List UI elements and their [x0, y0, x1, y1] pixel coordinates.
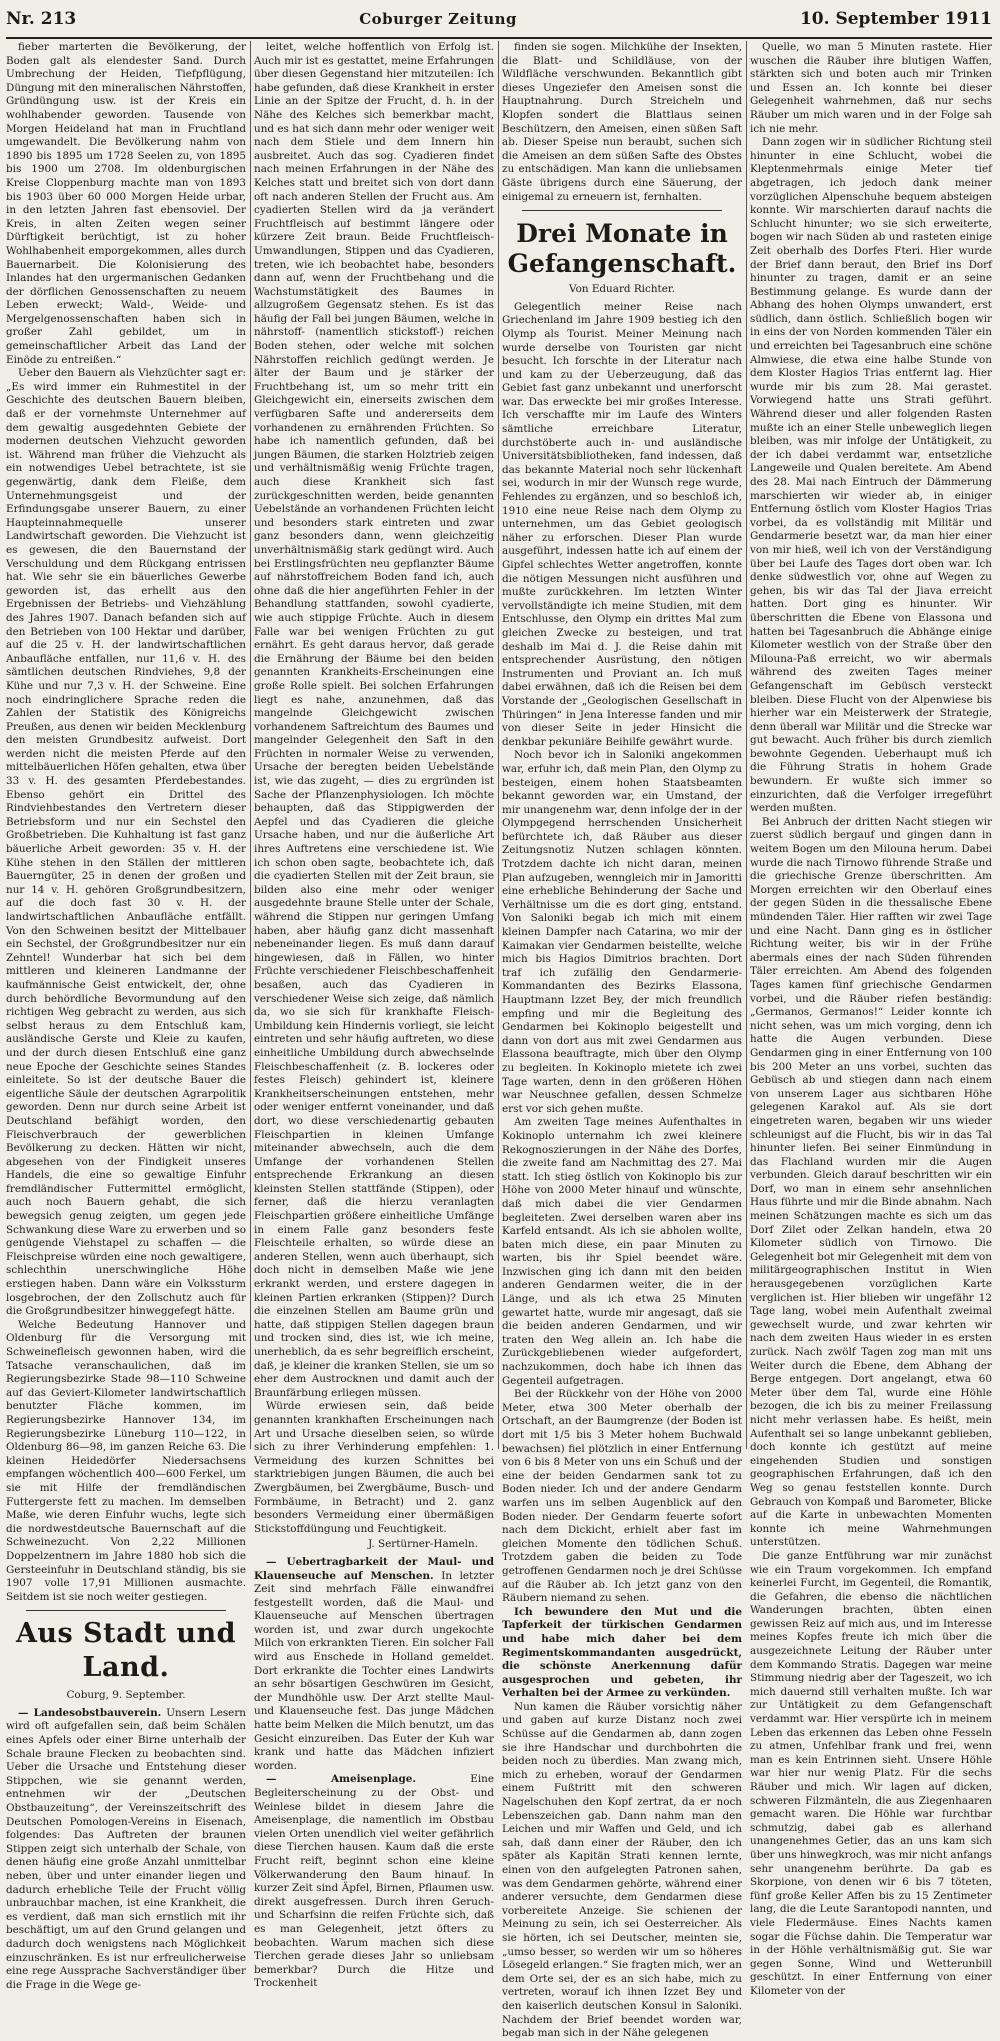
- paragraph: finden sie sogen. Milchkühe der Insekten, die Blatt- und Schildläuse, von der Wildfläche verschwunden. Bekanntlich gibt dieses Ungeziefer den Ameisen sonst die Hauptnahrung. Durch Streicheln und Klopfen sondert die Blattlaus seinen Beschützern, den Ameisen, einen süßen Saft ab. Dieser Speise nun beraubt, suchen sich die Ameisen an dem süßen Safte des Obstes zu entschädigen. Man kann die unliebsamen Gäste übrigens durch eine Säuerung, der einigemal zu erneuern ist, fernhalten.: [502, 41, 742, 203]
- paragraph: Dann zogen wir in südlicher Richtung steil hinunter in eine Schlucht, wobei die Kleptenmehrmals einige Meter tief abgetragen, ich jedoch dank meiner vorzüglichen Alpenschuhe bequem absteigen konnte. Wir marschierten darauf nachts die Schlucht hinunter; wo sie sich erweiterte, bogen wir nach Süden ab und rasteten einige Zeit oberhalb des Dorfes Fteri. Hier wurde der Brief dann beraut, den Brief ins Dorf hinunter zu tragen, damit er an seine Bestimmung gelange. Es wurde dann der Abhang des hohen Olymps unwandert, erst südlich, dann östlich. Schließlich bogen wir in eins der von Norden kommenden Täler ein und erreichten bei Tagesanbruch eine schöne Almwiese, die etwa eine halbe Stunde von dem Kloster Hagios Trias entfernt lag. Hier wurde mir bis zum 28. Mai gerastet. Vorwiegend hatte uns Strati geführt. Während dieser und aller folgenden Rasten mußte ich an einer Stelle unbeweglich liegen bleiben, was mir infolge der Untätigkeit, zu der ich dabei verdammt war, entsetzliche Langeweile und Qualen bereitete. Am Abend des 28. Mai nach Eintruch der Dämmerung marschierten wir wieder ab, in einiger Entfernung östlich vom Kloster Hagios Trias vorbei, da es vollständig mit Militär und Gendarmerie besetzt war, da man hier einer von mir hieß, weil ich von der Verständigung über bei Laufe des Tages dort oben war. Ich denke südwestlich vor, ohne auf Wegen zu gehen, bis wir das Tal der Jiava erreicht hatten. Dort ging es hinunter. Wir überschritten die Ebene von Elassona und hatten bei Tagesanbruch die Abhänge einige Kilometer westlich von der Straße über den Milouna-Paß erreicht, wo wir abermals während des zweiten Tages meiner Gefangenschaft im Gebüsch versteckt bleiben. Diese Flucht von der Alpenwiese bis hierher war ein Meisterwerk der Strategie, denn überall war Militär und die Strecke war gut bewacht. Auch früher bis durch ziemlich bewohnte Gegenden. Ueberhaupt muß ich die Führung Stratis in hohem Grade bewundern. Er wußte sich immer so einzurichten, daß die Verfolger irregeführt werden mußten.: [750, 136, 992, 815]
- news-item: [254, 1556, 494, 1774]
- column-2: [254, 41, 495, 1990]
- newspaper-title: Coburger Zeitung: [359, 10, 518, 28]
- item-text: Eine Begleiterscheinung zu der Obst- und Weinlese bildet in diesem Jahre die Ameisenplage, die namentlich im Obstbau vielen Orten unendlich viel weiter gefährlich diese Tierchen hausen. Kaum daß die erste Frucht reift, beginnt schon eine kleine Völkerwanderung den Baum hinauf. In kurzer Zeit sind Äpfel, Birnen, Pflaumen usw. direkt ausgefressen. Durch ihren Geruch- und Scharfsinn die reifen Früchte sich, daß es man Gelegenheit, jetzt öfters zu beobachten. Warum machen sich diese Tierchen gerade dieses Jahr so unliebsam bemerkbar? Durch die Hitze und Trockenheit: [254, 1773, 494, 1990]
- masthead: [6, 2, 992, 36]
- issue-number: Nr. 213: [6, 9, 77, 29]
- paragraph: Würde erwiesen sein, daß beide genannten krankhaften Erscheinungen nach Art und Ursache dieselben seien, so würde sich zu ihrer Verhinderung empfehlen: 1. Vermeidung des kurzen Schnittes bei starktriebigen jungen Bäumen, die auch bei Zwergbäumen, bei Zwergbäume, Busch- und Formbäume, in Betracht) und 2. ganz besonders Vermeidung einer übermäßigen Stickstoffdüngung und Feuchtigkeit.: [254, 1400, 494, 1535]
- article-byline: Von Eduard Richter.: [569, 283, 675, 296]
- column-rule: [746, 41, 747, 1449]
- item-heading: — Landesobstbauverein.: [18, 1706, 162, 1719]
- paragraph: Noch bevor ich in Saloniki angekommen war, erfuhr ich, daß mein Plan, den Olymp zu besteigen, einem hohen Staatsbeamten bekannt geworden war, ein Umstand, der mir unangenehm war, denn infolge der in der Olympgegend herrschenden Unsicherheit befürchtete ich, daß Räuber aus dieser Zeitungsnotiz Nutzen schlagen könnten. Trotzdem dachte ich nicht daran, meinen Plan aufzugeben, wenngleich mir in Jamoritti eine erhebliche Behinderung der Sache und Verhältnisse um die es dort ging, entstand. Von Saloniki begab ich mich mit einem kleinen Dampfer nach Catarina, wo mir der Kaimakan vier Gendarmen beistellte, welche mich bis Hagios Dimitrios brachten. Dort traf ich zufällig den Gendarmerie-Kommandanten des Bezirks Elassona, Hauptmann Izzet Bey, der mich freundlich empfing und mir die Begleitung des Gendarmen bei Kokinoplo beigestellt und dann von dort aus mit zwei Gendarmen aus Elassona beauftragte, mich über den Olymp zu begleiten. In Kokinoplo mietete ich zwei Tage warten, denn in den größeren Höhen war Neuschnee gefallen, dessen Schmelze erst vor sich gehen mußte.: [502, 749, 742, 1115]
- paragraph: Nun kamen die Räuber vorsichtig näher und gaben auf kurze Distanz noch zwei Schüsse auf die Gendarmen ab, dann zogen sie ihre Handschar und durchbohrten die beiden noch zu überdies. Man zwang mich, mich zu erheben, worauf der Gendarmen einem Fußtritt mit den schweren Nagelschuhen den Kopf zertrat, da er noch Lebenszeichen gab. Dann nahm man den Leichen und mir Waffen und Geld, und ich sah, daß dann einer der Räuber, den ich später als Kapitän Strati kennen lernte, einen von den aufgelegten Patronen sahen, was dem Gendarmen gehörte, während einer anderer versuchte, dem Gendarmen diese vorbereitete Anzeige. Sie schienen der Meinung zu sein, ich sei Oesterreicher. Als sie hörten, ich sei Deutscher, meinten sie, „umso besser, so werden wir um so höheres Lösegeld erlangen.“ Sie fragten mich, wer an dem Orte sei, der es an sich habe, mich zu vertreten, worauf ich ihnen Izzet Bey und den kaiserlich deutschen Konsul in Saloniki. Nachdem der Brief beendet worden war, begab man sich in der Nähe gelegenen: [502, 1700, 742, 2040]
- author-signature: J. Sertürner-Hameln.: [368, 1538, 478, 1551]
- paragraph: Gelegentlich meiner Reise nach Griechenland im Jahre 1909 bestieg ich den Olymp als Tourist. Meiner Meinung nach wurde derselbe von Touristen gar nicht besucht. Ich forschte in der Literatur nach und kam zu der Ueberzeugung, daß das Gebiet fast ganz unbekannt und unerforscht war. Das erweckte bei mir großes Interesse. Ich verschaffte mir im Laufe des Winters sämtliche erreichbare Literatur, durchstöberte auch in- und ausländische Universitätsbibliotheken, fand indessen, daß das bekannte Material noch sehr lückenhaft sei, wodurch in mir der Wunsch rege wurde, Fehlendes zu ergänzen, und so beschloß ich, 1910 eine neue Reise nach dem Olymp zu unternehmen, um das Gebiet geologisch näher zu erforschen. Dieser Plan wurde ausgeführt, indessen hatte ich auf einem der Gipfel schlechtes Wetter angetroffen, konnte die nötigen Messungen nicht ausführen und mußte zurückkehren. Im letzten Winter vervollständigte ich meine Studien, mit dem Entschlusse, den Olymp ein drittes Mal zum gleichen Zwecke zu besteigen, und trat deshalb im Mai d. J. die Reise dahin mit entsprechender Ausrüstung, den nötigen Instrumenten und Proviant an. Ich muß dabei erwähnen, daß ich die Reisen bei dem Vorstande der „Geologischen Gesellschaft in Thüringen“ in Jena Interesse fanden und mir von dieser Seite in jeder Hinsicht die denkbar pekuniäre Beihilfe gewährt wurde.: [502, 300, 742, 748]
- paragraph: Die ganze Entführung war mir zunächst wie ein Traum vorgekommen. Ich empfand keinerlei Furcht, im Gegenteil, die Romantik, die Gefahren, die ebenso die nächtlichen Wanderungen brachten, übten einen gewissen Reiz auf mich aus, und im Interesse meines Kopfes freute ich mich über die ausgezeichnete Leitung der Räuber unter dem Kommando Stratis. Dagegen war meine Stimmung niedrig aber der Tageszeit, wo ich mich dauernd still verhalten mußte. Ich war zur Untätigkeit zu dem Gefangenschaft verdammt war. Hier verspürte ich in meinem Leben das erkennen das Leben ohne Fesseln zu atmen, Unfehlbar frank und frei, wenn man es kein Entrinnen sieht. Unsere Höhle war hier nur wenig Platz. Für die sechs Räuber und mich. Wir lagen auf dicken, schweren Filzmänteln, die aus Ziegenhaaren gemacht waren. Die Höhle war furchtbar schmutzig, dabei gab es allerhand unangenehmes Getier, das an uns kam sich über uns hinwegkroch, was mir nicht anfangs sehr unangenehm berührte. Da gab es Skorpione, von denen wir 6 bis 7 töteten, fünf große Keller Affen bis zu 15 Zentimeter lang, die die Leute Sarantopodi nannten, und viele Fledermäuse. Eines Nachts kamen sogar die Füchse dahin. Die Temperatur war in der Höhle verhältnismäßig gut. Sie war gegen Sonne, Wind und Wetterunbill geschützt. In einer Entfernung von einer Kilometer von der: [750, 1549, 992, 1997]
- paragraph: Welche Bedeutung Hannover und Oldenburg für die Versorgung mit Schweinefleisch gewonnen haben, wird die Tatsache veranschaulichen, daß im Regierungsbezirke Stade 98—110 Schweine auf das Geviert-Kilometer landwirtschaftlich benutzter Fläche kommen, im Regierungsbezirke Hannover 134, im Regierungsbezirke Lüneburg 110—122, in Oldenburg 86—98, im ganzen Reiche 63. Die kleinen Heidedörfer Niedersachsens empfangen wöchentlich 400—600 Ferkel, um sie mit Hilfe der fremdländischen Futtergerste fett zu machen. Im demselben Maße, wie deren Einfuhr wuchs, legte sich die nordwestdeutsche Bauernschaft auf die Schweinezucht. Von 2,22 Millionen Doppelzentnern im Jahre 1880 hob sich die Gersteeinfuhr in Deutschland ständig, bis sie 1907 volle 17,91 Millionen ausmachte. Seitdem ist sie noch weiter gestiegen.: [6, 1318, 246, 1603]
- paragraph: Bei Anbruch der dritten Nacht stiegen wir zuerst südlich bergauf und gingen dann in weitem Bogen um den Milouna herum. Dabei wurde die nach Tirnowo führende Straße und die griechische Grenze überschritten. Am Morgen erreichten wir den Oberlauf eines der gegen Süden in die thessalische Ebene mündenden Täler. Hier rafften wir zwei Tage und eine Nacht. Dann ging es in östlicher Richtung weiter, bis wir in der Frühe abermals eines der nach Süden führenden Täler erreichten. Am Abend des folgenden Tages kamen fünf griechische Gendarmen vorbei, und die Räuber riefen beständig: „Germanos, Germanos!“ Leider konnte ich nicht sehen, was um mich vorging, denn ich hatte die Augen verbunden. Diese Gendarmen ging in einer Entfernung von 100 bis 200 Meter an uns vorbei, suchten das Gebüsch ab und stiegen dann nach einem von unserem Lager aus sichtbaren Höhe gelegenen Karakol auf. Als sie dort eingetreten waren, begaben wir uns wieder schleunigst auf die Flucht, bis wir in das Tal hinunter liefen. Bei seiner Einmündung in das Flachland wurden mir die Augen verbunden. Gleich darauf beschritten wir ein Dorf, wo man in einem sehr ansehnlichen Haus führte und mir die Binde abnahm. Nach meinen Schätzungen machte es sich um das Dorf Zilet oder Zelkan handeln, etwa 20 Kilometer südlich von Tirnowo. Die Gelegenheit bot mir Gelegenheit mit dem von militärgeographischen Institut in Wien herausgegebenen vorzüglichen Karte verglichen ist. Hier blieben wir ungefähr 12 Tage lang, wobei mein Aufenthalt zweimal gewechselt wurde, und zwar kehrten wir nach dem zweiten Haus wieder in es ersten zurück. Nach zwölf Tagen zog man mit uns Weiter durch die Ebene, dem Abhang der Berge entgegen. Dort angelangt, etwa 60 Meter über dem Tal, wurde eine Höhle bezogen, die ich bis zu meiner Freilassung nicht mehr verlassen habe. Es heißt, mein Aufenthalt sei so lange unbekannt geblieben, doch konnte ich gestützt auf meine eingehenden Studien und sonstigen geographischen Erfahrungen, daß ich den Weg so genau feststellen konnte. Durch Gebrauch von Kompaß und Barometer, Blicke auf die Karte in unbewachten Momenten konnte ich meine Wahrnehmungen unterstützen.: [750, 815, 992, 1549]
- item-heading: — Uebertragbarkeit der Maul- und Klauenseuche auf Menschen.: [254, 1555, 494, 1582]
- dateline: Coburg, 9. September.: [66, 1689, 186, 1702]
- news-item: [6, 1707, 246, 1992]
- item-heading: — Ameisenplage.: [266, 1773, 417, 1786]
- section-divider: [522, 210, 722, 211]
- column-rule: [250, 41, 251, 1449]
- paragraph: Quelle, wo man 5 Minuten rastete. Hier wuschen die Räuber ihre blutigen Waffen, stärkten sich und boten auch mir Trinken und Essen an. Ich konnte bei dieser Gelegenheit wahrnehmen, daß nur sechs Räuber um mich waren und in der Folge sah ich nie mehr.: [750, 41, 992, 135]
- item-text: In letzter Zeit sind mehrfach Fälle einwandfrei festgestellt worden, daß die Maul- und Klauenseuche auf Menschen übertragen worden ist, und zwar durch ungekochte Milch von erkrankten Tieren. Ein solcher Fall wird aus Enschede in Holland gemeldet. Dort erkrankte die Tochter eines Landwirts an sehr bösartigen Geschwüren im Gesicht, der Mundhöhle usw. Der Arzt stellte Maul- und Klauenseuche fest. Das junge Mädchen hatte beim Melken die Milch benutzt, um das Gesicht einzureiben. Das Euter der Kuh war krank und hatte das Mädchen infiziert worden.: [254, 1569, 495, 1772]
- paragraph: Am zweiten Tage meines Aufenthaltes in Kokinoplo unternahm ich zwei kleinere Rekognoszierungen in der Nähe des Dorfes, die zweite fand am Nachmittag des 27. Mai statt. Ich stieg östlich von Kokinoplo bis zur Höhe von 2000 Meter hinauf und wünschte, daß mich dabei die vier Gendarmen begleiteten. Zwei derselben waren aber ins Karfeld entsandt. Als ich sie abholen wollte, baten mich diese, ein paar Minuten zu warten, bis ihr Spiel beendet wäre. Inzwischen ging ich dann mit den beiden anderen Gendarmen weiter, die in der Länge, und als ich etwa 25 Minuten gewartet hatte, wurde mir angesagt, daß sie die beiden anderen Gendarmen, und wir traten den Weg allein an. Ich habe die Zurückgebliebenen wieder aufgefordert, nachzukommen, doch habe ich ihnen das Gegenteil aufgetragen.: [502, 1116, 742, 1387]
- paragraph: Bei der Rückkehr von der Höhe von 2000 Meter, etwa 300 Meter oberhalb der Ortschaft, an der Baumgrenze (der Boden ist dort mit 1/5 bis 3 Meter hohem Buchwald bewachsen) fiel plötzlich in einer Entfernung von 6 bis 8 Meter von uns ein Schuß und der eine der beiden Gendarmen sank tot zu Boden nieder. Ich und der andere Gendarm warfen uns im selben Augenblick auf den Boden nieder. Der Gendarm feuerte sofort nach dem Dickicht, erhielt aber fast im gleichen Momente den tödlichen Schuß. Trotzdem gaben die beiden zu Tode getroffenen Gendarmen noch je drei Schüsse auf die Räuber ab. Ich jetzt ganz von den Räubern niemand zu sehen.: [502, 1388, 742, 1605]
- column-1: [6, 41, 246, 1991]
- issue-date: 10. September 1911: [799, 9, 992, 29]
- columns: [6, 41, 992, 2040]
- paragraph: Ich bewundere den Mut und die Tapferkeit der türkischen Gendarmen und habe mich daher bei dem Regimentskommandanten ausgedrückt, die schönste Anerkennung dafür ausgesprochen und gebeten, ihr Verhalten bei der Armee zu verkünden.: [502, 1605, 742, 1700]
- column-4: [750, 41, 992, 1997]
- column-3: [502, 41, 742, 2040]
- article-headline: Drei Monate in Gefangenschaft.: [507, 219, 737, 279]
- paragraph: leitet, welche hoffentlich von Erfolg ist. Auch mir ist es gestattet, meine Erfahrungen über diesen Gegenstand hier mitzuteilen: Ich habe gefunden, daß diese Krankheit in erster Linie an der Spitze der Frucht, d. h. in der Nähe des Kelches sich bemerkbar macht, und es hat sich dann mehr oder weniger weit nach dem Stiele und dem Innern hin ausbreitet. Auch das sog. Cyadieren findet nach meinen Erfahrungen in der Nähe des Kelches statt und breitet sich von dort dann oft nach anderen Stellen der Frucht aus. Am cyadierten Stellen wird da ja verändert Fruchtfleisch auf bestimmt längere oder kürzere Zeit braun. Beide Fruchtfleisch-Umwandlungen, Stippen und das Cyadieren, treten, wie ich beobachtet habe, besonders dann auf, wenn der Fruchtbehang und die Wachstumstätigkeit des Baumes in allzugroßem Gegensatz stehen. Es ist das häufig der Fall bei jungen Bäumen, welche in nährstoff- (namentlich stickstoff-) reichen Boden stehen, oder welche mit solchen Nährstoffen reichlich gedüngt werden. Je älter der Baum und je stärker der Fruchtbehang ist, um so mehr tritt ein Gleichgewicht ein, einerseits zwischen dem verfügbaren Safte und andererseits dem vorhandenen zu ernährenden Früchten. So habe ich namentlich gefunden, daß bei jungen Bäumen, die starken Holztrieb zeigen und verhältnismäßig wenig Früchte tragen, auch diese Krankheit sich fast zurückgeschnitten werden, beide genannten Uebelstände an vorhandenen Früchten leicht und besonders stark eintreten und zwar ganz besonders dann, wenn gleichzeitig unverhältnismäßig stark gedüngt wird. Auch bei Erstlingsfrüchten neu gepflanzter Bäume auf nährstoffreichem Boden fand ich, auch ohne daß die hier angeführten Fehler in der Behandlung stattfanden, sowohl cyadierte, wie auch stippige Früchte. Auch in diesem Falle war bei wenigen Früchten zu gut ernährt. Es geht daraus hervor, daß gerade die Ernährung der Bäume bei den beiden genannten Krankheits-Erscheinungen eine große Rolle spielt. Bei solchen Erfahrungen liegt es nahe, anzunehmen, daß das mangelnde Gleichgewicht zwischen vorhandenem Saftreichtum des Baumes und mangelnder Gelegenheit den Saft in den Früchten in normaler Weise zu verwenden, Ursache der beregten beiden Uebelstände ist, wie das zugeht, — dies zu ergründen ist Sache der Pflanzenphysiologen. Ich möchte behaupten, daß das Stippigwerden der Aepfel und das Cyadieren die gleiche Ursache haben, und nur die äußerliche Art ihres Auftretens eine verschiedene ist. Wie ich schon oben sagte, beobachtete ich, daß die cyadierten Stellen mit der Zeit braun, sie bilden also eine mehr oder weniger ausgedehnte braune Stelle unter der Schale, während die Stippen nur geringen Umfang haben, aber häufig ganz dicht massenhaft nebeneinander liegen. Es muß dann darauf hingewiesen, daß in Fällen, wo hinter Früchte verschiedener Fleischbeschaffenheit besaßen, auch das Cyadieren in verschiedener Weise sich zeige, daß nämlich da, wo sie sich für krankhafte Fleisch-Umbildung kein Hindernis vorliegt, sie leicht eintreten und sehr häufig auftreten, wo diese einheitliche Umbildung durch abwechselnde Fleischbeschaffenheit (z. B. lockeres oder festes Fleisch) gehindert ist, kleinere Krankheitserscheinungen entstehen, mehr oder weniger entfernt voneinander, und daß dort, wo diese verschiedenartig gebauten Fleischpartien in kleinen Umfange miteinander abwechseln, auch die dem Umfange der vorhandenen Stellen entsprechende Erkrankung an diesen kleinsten Stellen stattfände (Stippen), oder ferner, daß die hierzu veranlagten Fleischpartien größere einheitliche Umfänge in einem Falle ganz besonders feste Fleischteile erhalten, so würde diese an anderen Stellen, wenn auch überhaupt, sich doch nicht in demselben Maße wie jene erkrankt werden, und erstere dagegen in kleinen Partien erkranken (Stippen)? Durch die einzelnen Stellen am Baume grün und hatte, daß stippigen Stellen dagegen braun und trocken sind, dies ist, wie ich meine, unerheblich, da es sehr begreiflich erscheint, daß, je kleiner die kranken Stellen, sie um so eher dem Austrocknen und damit auch der Braunfärbung erliegen müssen.: [254, 41, 494, 1399]
- news-item: [254, 1773, 494, 1991]
- column-rule: [498, 41, 499, 1449]
- paragraph: fieber marterten die Bevölkerung, der Boden galt als elendester Sand. Durch Umbrechung der Heiden, Tiefpflügung, Düngung mit den mineralischen Nährstoffen, Gründüngung usw. ist der Kreis ein wohlhabender geworden. Tausende von Morgen Heideland hat man in Fruchtland umgewandelt. Die Bevölkerung nahm von 1890 bis 1895 um 1728 Seelen zu, von 1895 bis 1900 um 2708. Im oldenburgischen Kreise Cloppenburg machte man von 1893 bis 1903 über 60 000 Morgen Heide urbar, in den letzten Jahren fast ebensoviel. Der Kreis, in alten Zeiten wegen seiner Dürftigkeit berüchtigt, ist zu hoher Wohlhabenheit emporgekommen, alles durch Bauernarbeit. Die Kolonisierung des Inlandes hat den urgermanischen Gedanken der dörflichen Genossenschaften zu neuem Leben erweckt; Wald-, Weide- und Mergelgenossenschaften haben sich in großer Zahl gebildet, um in gemeinschaftlicher Arbeit das Land der Einöde zu entreißen.“: [6, 41, 246, 366]
- section-title: Aus Stadt und Land.: [15, 1618, 237, 1684]
- section-divider: [26, 1610, 226, 1611]
- item-text: Unsern Lesern wird oft aufgefallen sein, daß beim Schälen eines Apfels oder einer Birne unterhalb der Schale braune Flecken zu beobachten sind. Ueber die Ursache und Entstehung dieser Stippchen, wie sie genannt werden, entnehmen wir der „Deutschen Obstbauzeitung“, der Vereinszeitschrift des Deutschen Pomologen-Vereins in Eisenach, folgendes: Das Auftreten der braunen Stippen zeigt sich unterhalb der Schale, von denen häufig eine große Anzahl unmittelbar neben, über und unter einander liegen und dadurch erhebliche Teile der Frucht völlig unbrauchbar machen, ist eine Krankheit, die es verdient, daß man sich ernstlich mit ihr beschäftigt, um auf den Grund gelangen und dadurch doch wenigstens nach Möglichkeit einzuschränken. Es ist nur erfreulicherweise eine rege Aussprache Sachverständiger über die Frage in die Wege ge-: [6, 1706, 246, 1991]
- paragraph: Ueber den Bauern als Viehzüchter sagt er: „Es wird immer ein Ruhmestitel in der Geschichte des deutschen Bauern bleiben, daß er der vornehmste Unternehmer auf dem gewaltig ausgedehnten Gebiete der modernen deutschen Viehzucht geworden ist. Während man früher die Viehzucht als ein notwendiges Uebel betrachtete, ist sie gegenwärtig, dank dem Fleiße, dem Unternehmungsgeist und der Erfindungsgabe unserer Bauern, zu einer Haupteinnahmequelle unserer Landwirtschaft geworden. Die Viehzucht ist es gewesen, die den Bauernstand der Verschuldung und dem Rückgang entrissen hat. Wie sehr sie ein bäuerliches Gewerbe geworden ist, das erhellt aus den Ergebnissen der Betriebs- und Viehzählung des Jahres 1907. Danach befanden sich auf den Betrieben von 100 Hektar und darüber, auf die 25 v. H. der landwirtschaftlichen Anbaufläche entfallen, nur 11,6 v. H. des sämtlichen deutschen Rindviehes, 9,8 der Kühe und nur 7,3 v. H. der Schweine. Eine noch eindringlichere Sprache reden die Zahlen der Statistik des Königreichs Preußen, aus denen wir beiden Mecklenburg den meisten Grundbesitz aufweist. Dort werden nicht die meisten Pferde auf den mittelbäuerlichen Höfen gehalten, etwa über 33 v. H. des gesamten Pferdebestandes. Ebenso gehört ein Drittel des Rindviehbestandes den Vertretern dieser Betriebsform und nur ein Sechstel den Großbetrieben. Die Kuhhaltung ist fast ganz bäuerliche Arbeit geworden: 35 v. H. der Kühe stehen in den Ställen der mittleren Bauerngüter, 25 in denen der großen und nur 14 v. H. gehören Großgrundbesitzern, auf die doch fast 30 v. H. der landwirtschaftlichen Anbaufläche entfällt. Von den Schweinen besitzt der Mittelbauer ein Sechstel, der Großgrundbesitzer nur ein Zehntel! Wunderbar hat sich bei dem mittleren und kleineren Landmanne der kaufmännische Geist entwickelt, der, ohne durch behördliche Bevormundung auf den richtigen Weg gebracht zu werden, aus sich selbst heraus zu dem Entschluß kam, ausländische Gerste und Kleie zu kaufen, und der durch diesen Entschluß eine ganz neue Epoche der Geschichte seines Standes einleitete. So ist der deutsche Bauer die eigentliche Säule der deutschen Agrarpolitik geworden. Denn nur durch seine Arbeit ist Deutschland befähigt worden, den Fleischverbrauch der gewerblichen Bevölkerung zu decken. Hätten wir nicht, abgesehen von der Findigkeit unseres Handels, die eine so gewaltige Einfuhr fremdländischer Futtermittel ermöglicht, auch noch Bauern gehabt, die sich bewegsich genug zeigten, um gegen jede Schwankung diese Ware zu erwerben und so genügende Viehstapel zu schaffen — die Fleischpreise würden eine noch gewaltigere, schlechthin unerschwingliche Höhe erstiegen haben. Dann wäre ein Volkssturm losgebrochen, der den Zollschutz auch für die Großgrundbesitzer hinweggefegt hätte.: [6, 367, 246, 1318]
- masthead-rule: [6, 37, 992, 39]
